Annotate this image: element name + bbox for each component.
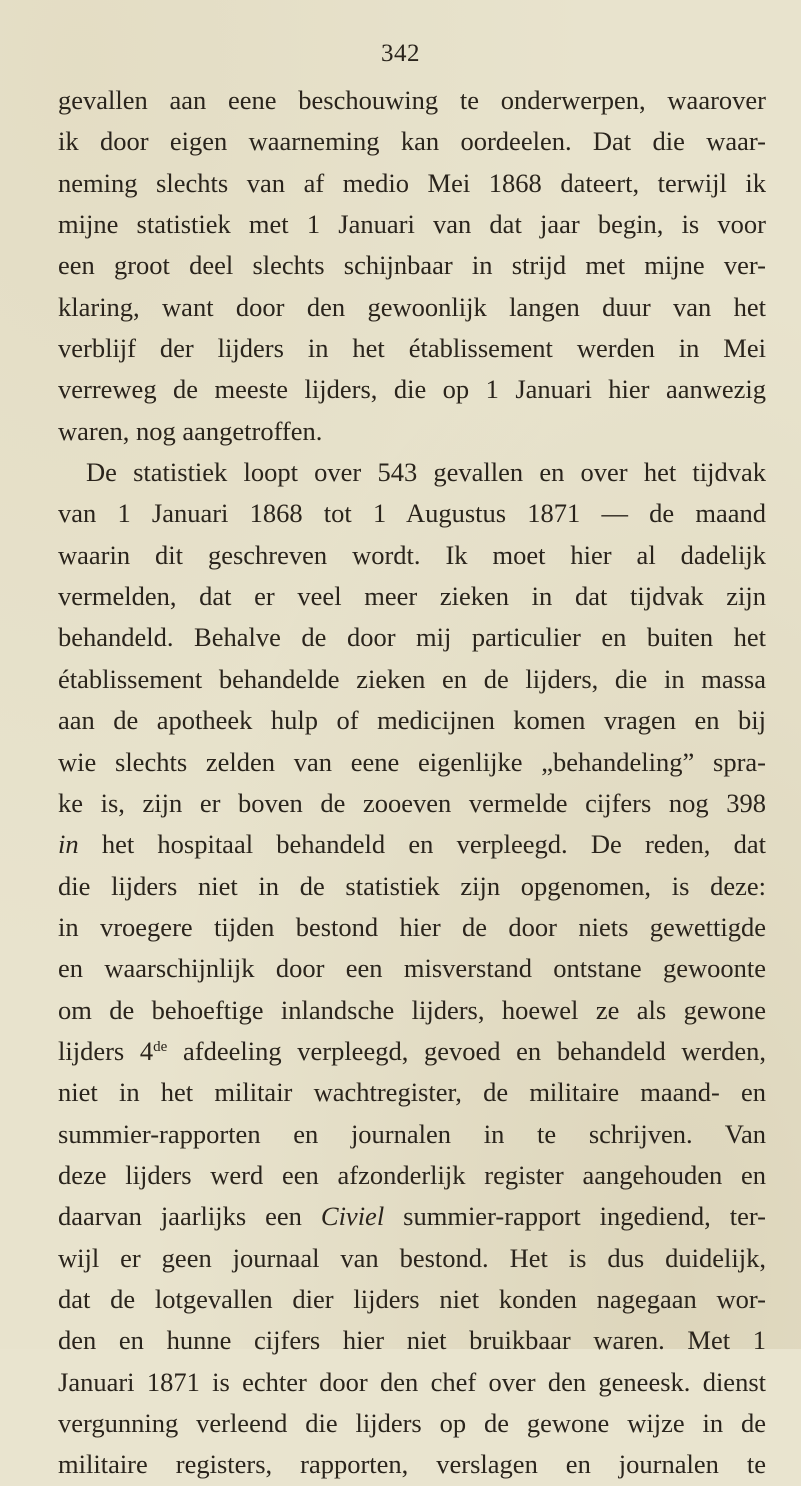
text-line: Januari 1871 is echter door den chef over den geneesk. dienst — [58, 1366, 766, 1397]
text-line: klaring, want door den gewoonlijk langen duur van het — [58, 291, 766, 322]
body-text — [58, 80, 766, 1486]
text-line: militaire registers, rapporten, verslagen en journalen te — [58, 1449, 766, 1480]
text-line: die lijders niet in de statistiek zijn opgenomen, is deze: — [58, 870, 766, 901]
text-line: summier-rapporten en journalen in te schrijven. Van — [58, 1118, 766, 1149]
text-line: vermelden, dat er veel meer zieken in dat tijdvak zijn — [58, 581, 766, 612]
page-number: 342 — [381, 40, 420, 67]
text-line: den en hunne cijfers hier niet bruikbaar waren. Met 1 — [58, 1325, 766, 1356]
text-line: établissement behandelde zieken en de lijders, die in massa — [58, 663, 766, 694]
text-line: dat de lotgevallen dier lijders niet konden nagegaan wor- — [58, 1283, 766, 1314]
text-line: een groot deel slechts schijnbaar in strijd met mijne ver- — [58, 250, 766, 281]
text-line: lijders 4de afdeeling verpleegd, gevoed en behandeld werden, — [58, 1035, 766, 1066]
text-line: in het hospitaal behandeld en verpleegd. De reden, dat — [58, 829, 766, 860]
text-line: om de behoeftige inlandsche lijders, hoewel ze als gewone — [58, 994, 766, 1025]
text-line: waren, nog aangetroffen. — [58, 415, 323, 446]
text-line: daarvan jaarlijks een Civiel summier-rapport ingediend, ter- — [58, 1201, 766, 1232]
superscript: de — [153, 1038, 168, 1055]
text-line: in vroegere tijden bestond hier de door niets gewettigde — [58, 911, 766, 942]
text-line: niet in het militair wachtregister, de militaire maand- en — [58, 1077, 766, 1108]
text-line: aan de apotheek hulp of medicijnen komen vragen en bij — [58, 705, 766, 736]
text-line: van 1 Januari 1868 tot 1 Augustus 1871 — de maand — [58, 498, 766, 529]
text-line: verblijf der lijders in het établissement werden in Mei — [58, 333, 766, 364]
text-line: en waarschijnlijk door een misverstand ontstane gewoonte — [58, 953, 766, 984]
text-line: vergunning verleend die lijders op de gewone wijze in de — [58, 1408, 766, 1438]
text-line: mijne statistiek met 1 Januari van dat jaar begin, is voor — [58, 209, 766, 240]
text-line: gevallen aan eene beschouwing te onderwerpen, waarover — [58, 85, 766, 115]
italic-word: Civiel — [320, 1201, 385, 1232]
text-line: ik door eigen waarneming kan oordeelen. Dat die waar- — [58, 126, 766, 157]
text-line: De statistiek loopt over 543 gevallen en over het tijdvak — [86, 457, 766, 488]
text-line: waarin dit geschreven wordt. Ik moet hier al dadelijk — [58, 539, 766, 570]
text-line: deze lijders werd een afzonderlijk register aangehouden en — [58, 1159, 766, 1190]
text-line: neming slechts van af medio Mei 1868 dateert, terwijl ik — [58, 167, 766, 198]
italic-word: in — [58, 829, 79, 860]
text-line: wijl er geen journaal van bestond. Het is dus duidelijk, — [58, 1242, 766, 1273]
text-line: ke is, zijn er boven de zooeven vermelde cijfers nog 398 — [58, 787, 766, 818]
text-line: behandeld. Behalve de door mij particulier en buiten het — [58, 622, 766, 653]
text-line: wie slechts zelden van eene eigenlijke „behandeling” spra- — [58, 746, 766, 777]
text-line: verreweg de meeste lijders, die op 1 Januari hier aanwezig — [58, 374, 766, 405]
